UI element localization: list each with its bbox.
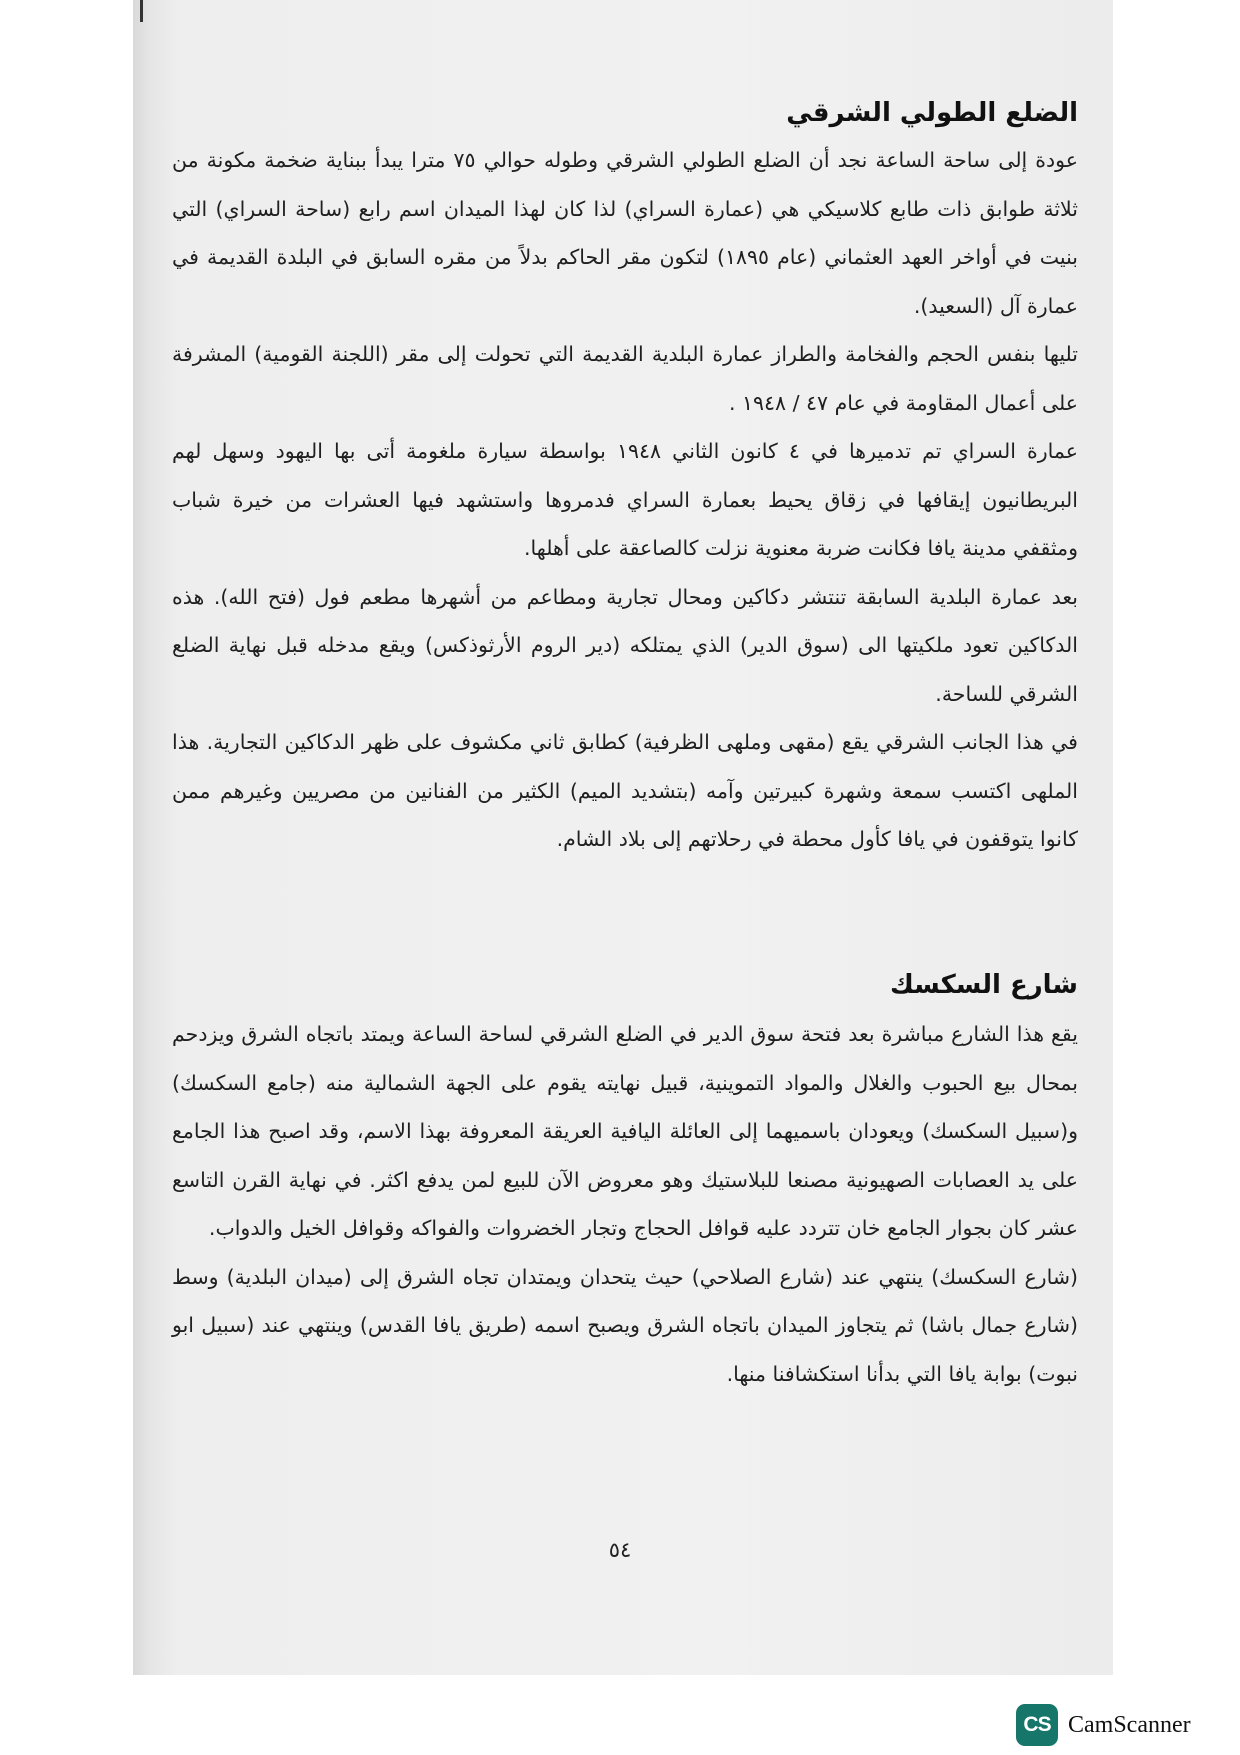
paragraph: يقع هذا الشارع مباشرة بعد فتحة سوق الدير في الضلع الشرقي لساحة الساعة ويمتد باتجاه الشرق ويزدحم بمحال بيع الحبوب والغلال والمواد التموينية، قبيل نهايته يقوم على الجهة الشمالية منه (جامع السكسك) و(سبيل السكسك) ويعودان باسميهما إلى العائلة اليافية العريقة المعروفة بهذا الاسم، وقد اصبح هذا الجامع على يد العصابات الصهيونية مصنعا للبلاستيك وهو معروض الآن للبيع لمن يدفع اكثر. في نهاية القرن التاسع عشر كان بجوار الجامع خان تتردد عليه قوافل الحجاج وتجار الخضروات والفواكه وقوافل الخيل والدواب. bbox=[172, 1022, 1078, 1240]
page-number: ٥٤ bbox=[608, 1538, 632, 1562]
camscanner-logo-icon: CS bbox=[1016, 1704, 1058, 1746]
section-body-eastern-side bbox=[172, 136, 1078, 864]
camscanner-brand-name: CamScanner bbox=[1068, 1711, 1191, 1738]
paragraph: بعد عمارة البلدية السابقة تنتشر دكاكين ومحال تجارية ومطاعم من أشهرها مطعم فول (فتح الله). هذه الدكاكين تعود ملكيتها الى (سوق الدير) الذي يمتلكه (دير الروم الأرثوذكس) ويقع مدخله قبل نهاية الضلع الشرقي للساحة. bbox=[172, 584, 1078, 706]
section-title-eastern-side: الضلع الطولي الشرقي bbox=[786, 98, 1078, 128]
binding-edge-mark bbox=[140, 0, 143, 22]
paragraph: تليها بنفس الحجم والفخامة والطراز عمارة البلدية القديمة التي تحولت إلى مقر (اللجنة القومية) المشرفة على أعمال المقاومة في عام ٤٧ / ١٩٤٨ . bbox=[172, 342, 1078, 415]
paragraph: في هذا الجانب الشرقي يقع (مقهى وملهى الظرفية) كطابق ثاني مكشوف على ظهر الدكاكين التجارية. هذا الملهى اكتسب سمعة وشهرة كبيرتين وآمه (بتشديد الميم) الكثير من الفنانين من مصريين وغيرهم ممن كانوا يتوقفون في يافا كأول محطة في رحلاتهم إلى بلاد الشام. bbox=[172, 730, 1078, 851]
paragraph: عمارة السراي تم تدميرها في ٤ كانون الثاني ١٩٤٨ بواسطة سيارة ملغومة أتى بها اليهود وسهل لهم البريطانيون إيقافها في زقاق يحيط بعمارة السراي فدمروها واستشهد فيها العشرات من خيرة شباب ومثقفي مدينة يافا فكانت ضربة معنوية نزلت كالصاعقة على أهلها. bbox=[172, 439, 1078, 560]
paragraph: عودة إلى ساحة الساعة نجد أن الضلع الطولي الشرقي وطوله حوالي ٧٥ مترا يبدأ ببناية ضخمة مكونة من ثلاثة طوابق ذات طابع كلاسيكي هي (عمارة السراي) لذا كان لهذا الميدان اسم رابع (ساحة السراي) التي بنيت في أواخر العهد العثماني (عام ١٨٩٥) لتكون مقر الحاكم بدلاً من مقره السابق في البلدة القديمة في عمارة آل (السعيد). bbox=[172, 148, 1079, 318]
camscanner-watermark bbox=[1016, 1704, 1191, 1746]
section-body-saksak-street bbox=[172, 1010, 1078, 1398]
paragraph: (شارع السكسك) ينتهي عند (شارع الصلاحي) حيث يتحدان ويمتدان تجاه الشرق إلى (ميدان البلدية) وسط (شارع جمال باشا) ثم يتجاوز الميدان باتجاه الشرق ويصبح اسمه (طريق يافا القدس) وينتهي عند (سبيل ابو نبوت) بوابة يافا التي بدأنا استكشافنا منها. bbox=[172, 1264, 1078, 1386]
section-title-saksak-street: شارع السكسك bbox=[889, 970, 1078, 1000]
